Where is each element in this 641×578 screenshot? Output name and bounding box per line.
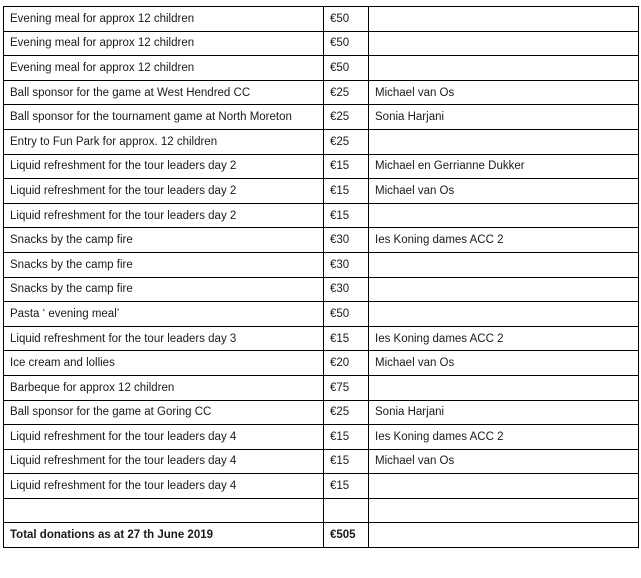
donations-table-body bbox=[4, 7, 639, 548]
table-row bbox=[4, 375, 639, 400]
donor-cell bbox=[369, 252, 639, 277]
item-cell: Liquid refreshment for the tour leaders day 4 bbox=[4, 474, 324, 499]
donor-cell bbox=[369, 31, 639, 56]
table-row bbox=[4, 252, 639, 277]
amount-cell: €25 bbox=[324, 129, 369, 154]
amount-cell: €15 bbox=[324, 425, 369, 450]
amount-cell: €20 bbox=[324, 351, 369, 376]
item-cell bbox=[4, 498, 324, 523]
donor-cell: Sonia Harjani bbox=[369, 105, 639, 130]
table-row bbox=[4, 80, 639, 105]
item-cell: Liquid refreshment for the tour leaders day 2 bbox=[4, 203, 324, 228]
item-cell: Ball sponsor for the game at Goring CC bbox=[4, 400, 324, 425]
total-amount: €505 bbox=[324, 523, 369, 548]
item-cell: Liquid refreshment for the tour leaders day 3 bbox=[4, 326, 324, 351]
amount-cell: €25 bbox=[324, 105, 369, 130]
table-row bbox=[4, 56, 639, 81]
total-row bbox=[4, 523, 639, 548]
donor-cell: Michael van Os bbox=[369, 351, 639, 376]
amount-cell bbox=[324, 498, 369, 523]
amount-cell: €30 bbox=[324, 252, 369, 277]
table-row bbox=[4, 449, 639, 474]
item-cell: Pasta ‘ evening meal’ bbox=[4, 302, 324, 327]
amount-cell: €15 bbox=[324, 179, 369, 204]
table-row bbox=[4, 7, 639, 32]
donor-cell: Sonia Harjani bbox=[369, 400, 639, 425]
donor-cell bbox=[369, 302, 639, 327]
table-row bbox=[4, 203, 639, 228]
item-cell: Liquid refreshment for the tour leaders day 2 bbox=[4, 154, 324, 179]
item-cell: Evening meal for approx 12 children bbox=[4, 7, 324, 32]
total-label: Total donations as at 27 th June 2019 bbox=[4, 523, 324, 548]
item-cell: Snacks by the camp fire bbox=[4, 277, 324, 302]
table-row bbox=[4, 31, 639, 56]
item-cell: Ball sponsor for the tournament game at North Moreton bbox=[4, 105, 324, 130]
amount-cell: €15 bbox=[324, 154, 369, 179]
amount-cell: €15 bbox=[324, 326, 369, 351]
table-row bbox=[4, 228, 639, 253]
table-row bbox=[4, 105, 639, 130]
donor-cell bbox=[369, 474, 639, 499]
donor-cell bbox=[369, 277, 639, 302]
donor-cell bbox=[369, 7, 639, 32]
amount-cell: €75 bbox=[324, 375, 369, 400]
item-cell: Evening meal for approx 12 children bbox=[4, 56, 324, 81]
item-cell: Barbeque for approx 12 children bbox=[4, 375, 324, 400]
item-cell: Ball sponsor for the game at West Hendred CC bbox=[4, 80, 324, 105]
donor-cell: Michael van Os bbox=[369, 80, 639, 105]
item-cell: Entry to Fun Park for approx. 12 children bbox=[4, 129, 324, 154]
table-row bbox=[4, 326, 639, 351]
table-row bbox=[4, 277, 639, 302]
table-row bbox=[4, 400, 639, 425]
donor-cell bbox=[369, 375, 639, 400]
item-cell: Evening meal for approx 12 children bbox=[4, 31, 324, 56]
amount-cell: €30 bbox=[324, 277, 369, 302]
donor-cell: Michael en Gerrianne Dukker bbox=[369, 154, 639, 179]
amount-cell: €50 bbox=[324, 56, 369, 81]
table-row bbox=[4, 474, 639, 499]
amount-cell: €25 bbox=[324, 80, 369, 105]
amount-cell: €15 bbox=[324, 203, 369, 228]
item-cell: Snacks by the camp fire bbox=[4, 228, 324, 253]
item-cell: Liquid refreshment for the tour leaders day 2 bbox=[4, 179, 324, 204]
amount-cell: €50 bbox=[324, 302, 369, 327]
donor-cell bbox=[369, 203, 639, 228]
donor-cell bbox=[369, 129, 639, 154]
donor-cell: Ies Koning dames ACC 2 bbox=[369, 425, 639, 450]
item-cell: Liquid refreshment for the tour leaders day 4 bbox=[4, 425, 324, 450]
item-cell: Liquid refreshment for the tour leaders day 4 bbox=[4, 449, 324, 474]
amount-cell: €15 bbox=[324, 449, 369, 474]
table-row bbox=[4, 129, 639, 154]
amount-cell: €50 bbox=[324, 31, 369, 56]
amount-cell: €50 bbox=[324, 7, 369, 32]
table-row bbox=[4, 154, 639, 179]
item-cell: Snacks by the camp fire bbox=[4, 252, 324, 277]
donor-cell: Ies Koning dames ACC 2 bbox=[369, 326, 639, 351]
item-cell: Ice cream and lollies bbox=[4, 351, 324, 376]
table-row bbox=[4, 302, 639, 327]
table-row bbox=[4, 351, 639, 376]
total-donor-cell bbox=[369, 523, 639, 548]
donor-cell: Michael van Os bbox=[369, 179, 639, 204]
donor-cell: Ies Koning dames ACC 2 bbox=[369, 228, 639, 253]
table-row bbox=[4, 179, 639, 204]
donor-cell: Michael van Os bbox=[369, 449, 639, 474]
amount-cell: €30 bbox=[324, 228, 369, 253]
donations-table bbox=[3, 6, 639, 548]
amount-cell: €15 bbox=[324, 474, 369, 499]
donor-cell bbox=[369, 498, 639, 523]
table-row-empty bbox=[4, 498, 639, 523]
amount-cell: €25 bbox=[324, 400, 369, 425]
table-row bbox=[4, 425, 639, 450]
donor-cell bbox=[369, 56, 639, 81]
